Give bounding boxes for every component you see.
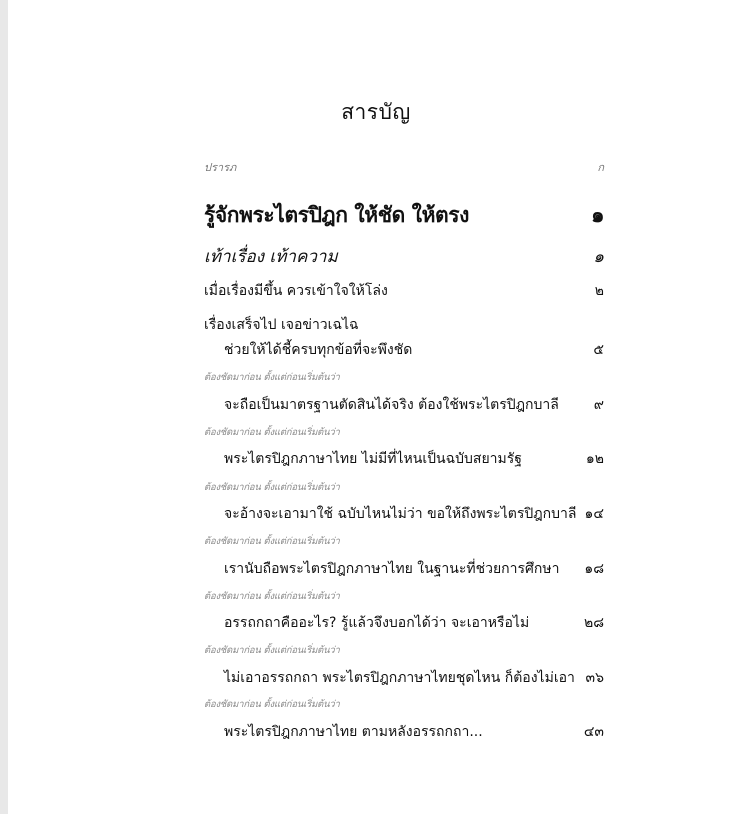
toc-entry-label: จะถือเป็นมาตรฐานตัดสินได้จริง ต้องใช้พระไตรปิฎกบาลี [224,397,559,413]
toc-note-label: ต้องชัดมาก่อน ตั้งแต่ก่อนเริ่มต้นว่า [204,482,340,493]
toc-entry-label: เรานับถือพระไตรปิฎกภาษาไทย ในฐานะที่ช่วยการศึกษา [224,561,560,577]
toc-chapter [204,243,604,265]
toc-entry [204,503,604,525]
toc-note-label: ต้องชัดมาก่อน ตั้งแต่ก่อนเริ่มต้นว่า [204,372,340,383]
toc-entry [204,280,604,302]
toc-preface [204,158,604,180]
toc-note [204,370,604,384]
toc-entry-label: เมื่อเรื่องมีขึ้น ควรเข้าใจให้โล่ง [204,283,388,299]
toc-entry-page: ๒๘ [583,615,604,631]
toc-entry [204,558,604,580]
toc-entry [204,667,604,689]
toc-chapter-page: ๑ [593,247,604,267]
toc-entry-label: ไม่เอาอรรถกถา พระไตรปิฎกภาษาไทยชุดไหน ก็ต้องไม่เอา [224,670,575,686]
toc-note-label: ต้องชัดมาก่อน ตั้งแต่ก่อนเริ่มต้นว่า [204,591,340,602]
toc-entry-page: ๑๔ [584,506,604,522]
toc-entry [204,612,604,634]
toc-note-label: ต้องชัดมาก่อน ตั้งแต่ก่อนเริ่มต้นว่า [204,699,340,710]
toc-note [204,643,604,657]
toc-part-page: ๑ [591,203,604,227]
toc-entry [204,339,604,361]
toc-entry-page: ๔๓ [583,724,604,740]
page-title: สารบัญ [341,100,411,124]
toc-entry-page: ๙ [593,397,604,413]
toc-entry-label: อรรถกถาคืออะไร? รู้แล้วจึงบอกได้ว่า จะเอาหรือไม่ [224,615,530,631]
toc-part-label: รู้จักพระไตรปิฎก ให้ชัด ให้ตรง [204,203,469,227]
toc-chapter-label: เท้าเรื่อง เท้าความ [204,247,338,267]
toc-note [204,534,604,548]
toc-preface-page: ก [597,161,604,174]
toc-entry [204,721,604,743]
toc-note [204,697,604,711]
toc-part [204,199,604,227]
toc-entry-page: ๒ [594,283,604,299]
toc-entry-page: ๕ [593,342,604,358]
toc-entry-label: ช่วยให้ได้ชี้ครบทุกข้อที่จะพึงชัด [224,342,413,358]
toc-entry-page: ๓๖ [585,670,604,686]
toc-entry-label: จะอ้างจะเอามาใช้ ฉบับไหนไม่ว่า ขอให้ถึงพระไตรปิฎกบาลี [224,506,577,522]
toc-note-label: ต้องชัดมาก่อน ตั้งแต่ก่อนเริ่มต้นว่า [204,536,340,547]
toc-note [204,589,604,603]
toc-entry-page: ๑๒ [585,451,604,467]
toc-note [204,425,604,439]
document-page [8,0,744,814]
toc-entry [204,314,604,336]
toc-note-label: ต้องชัดมาก่อน ตั้งแต่ก่อนเริ่มต้นว่า [204,427,340,438]
toc-entry-label: พระไตรปิฎกภาษาไทย ไม่มีที่ไหนเป็นฉบับสยามรัฐ [224,451,522,467]
toc-entry-page: ๑๘ [584,561,604,577]
toc-entry [204,448,604,470]
toc-preface-label: ปรารภ [204,161,237,174]
toc-entry-label: พระไตรปิฎกภาษาไทย ตามหลังอรรถกถา... [224,724,483,740]
toc-note [204,480,604,494]
toc-note-label: ต้องชัดมาก่อน ตั้งแต่ก่อนเริ่มต้นว่า [204,645,340,656]
toc-entry [204,394,604,416]
toc-entry-label: เรื่องเสร็จไป เจอข่าวเฉไฉ [204,317,359,333]
